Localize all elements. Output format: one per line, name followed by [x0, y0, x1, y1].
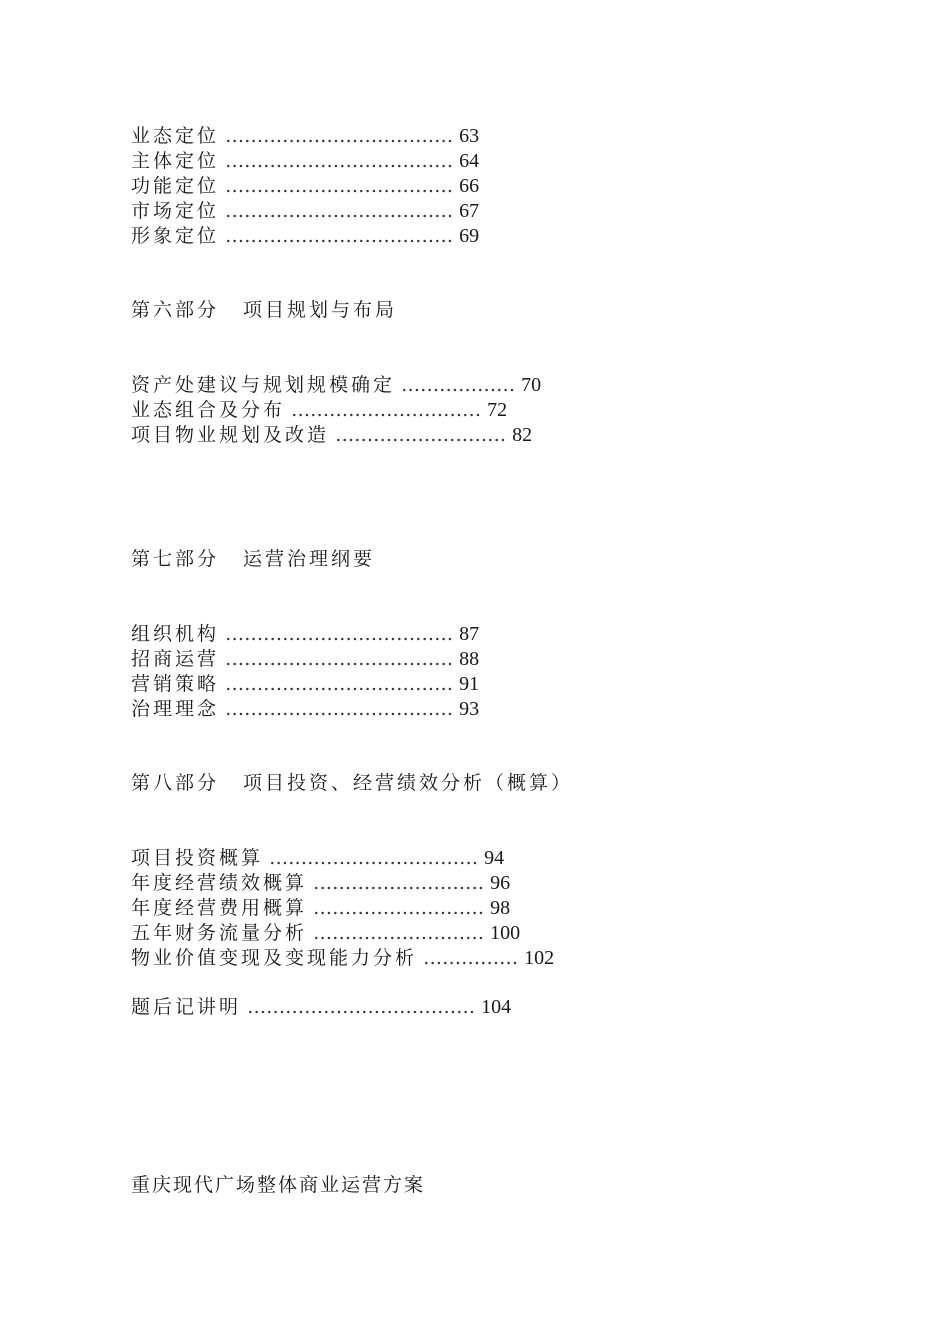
toc-entry[interactable]	[131, 995, 511, 1020]
toc-leader-dots: ………………………	[335, 424, 507, 446]
toc-entry[interactable]	[131, 647, 479, 672]
toc-page-number: 104	[481, 996, 512, 1018]
toc-entry-label: 营销策略	[131, 673, 220, 695]
toc-page-number: 66	[459, 175, 480, 197]
toc-entry[interactable]	[131, 199, 479, 224]
toc-page-number: 70	[521, 374, 542, 396]
toc-page-number: 82	[512, 424, 533, 446]
toc-entry-label: 功能定位	[131, 175, 220, 197]
toc-leader-dots: ………………………………	[225, 698, 454, 720]
toc-page-number: 63	[459, 125, 480, 147]
toc-entry-label: 治理理念	[131, 698, 220, 720]
toc-entry-label: 招商运营	[131, 648, 220, 670]
toc-page-number: 102	[524, 947, 555, 969]
toc-entry-label: 业态定位	[131, 125, 220, 147]
toc-leader-dots: …………………………	[291, 399, 482, 421]
toc-page-number: 96	[490, 872, 511, 894]
toc-entry[interactable]	[131, 846, 504, 871]
toc-page-number: 64	[459, 150, 480, 172]
toc-entry[interactable]	[131, 398, 507, 423]
document-footer-title: 重庆现代广场整体商业运营方案	[131, 1174, 426, 1196]
section-heading[interactable]	[131, 298, 397, 323]
toc-entry-label: 年度经营费用概算	[131, 897, 308, 919]
toc-page-number: 98	[490, 897, 511, 919]
toc-page-number: 93	[459, 698, 480, 720]
section-title: 项目投资、经营绩效分析（概算）	[243, 772, 574, 794]
toc-entry[interactable]	[131, 921, 520, 946]
toc-entry-label: 资产处建议与规划规模确定	[131, 374, 396, 396]
toc-entry-label: 年度经营绩效概算	[131, 872, 308, 894]
toc-page-number: 87	[459, 623, 480, 645]
toc-leader-dots: ………………………………	[225, 175, 454, 197]
section-title: 项目规划与布局	[243, 299, 398, 321]
toc-page-number: 72	[487, 399, 508, 421]
toc-entry[interactable]	[131, 124, 479, 149]
section-part-label: 第七部分	[131, 548, 220, 570]
toc-entry-label: 市场定位	[131, 200, 220, 222]
toc-leader-dots: ………………………………	[225, 200, 454, 222]
toc-entry[interactable]	[131, 697, 479, 722]
toc-page-number: 91	[459, 673, 480, 695]
toc-page-number: 69	[459, 225, 480, 247]
toc-page-number: 67	[459, 200, 480, 222]
toc-entry-label: 业态组合及分布	[131, 399, 286, 421]
toc-entry[interactable]	[131, 373, 541, 398]
toc-leader-dots: ………………………	[313, 897, 485, 919]
section-part-label: 第八部分	[131, 772, 220, 794]
toc-entry-label: 组织机构	[131, 623, 220, 645]
toc-entry[interactable]	[131, 871, 510, 896]
toc-page-number: 100	[490, 922, 521, 944]
toc-leader-dots: ………………………………	[225, 673, 454, 695]
toc-entry[interactable]	[131, 946, 554, 971]
toc-entry-label: 物业价值变现及变现能力分析	[131, 947, 418, 969]
section-heading[interactable]	[131, 547, 375, 572]
toc-entry-label: 题后记讲明	[131, 996, 242, 1018]
toc-leader-dots: ………………………	[313, 922, 485, 944]
toc-entry[interactable]	[131, 174, 479, 199]
toc-entry[interactable]	[131, 896, 510, 921]
toc-leader-dots: ……………………………	[269, 847, 479, 869]
toc-entry[interactable]	[131, 224, 479, 249]
toc-leader-dots: ………………………………	[225, 150, 454, 172]
toc-leader-dots: ………………………………	[225, 125, 454, 147]
toc-page-number: 88	[459, 648, 480, 670]
toc-leader-dots: ……………	[423, 947, 519, 969]
toc-page-number: 94	[484, 847, 505, 869]
toc-leader-dots: ………………………………	[225, 225, 454, 247]
toc-entry-label: 项目投资概算	[131, 847, 264, 869]
toc-entry[interactable]	[131, 672, 479, 697]
toc-entry-label: 五年财务流量分析	[131, 922, 308, 944]
toc-entry-label: 形象定位	[131, 225, 220, 247]
section-title: 运营治理纲要	[243, 548, 376, 570]
toc-entry[interactable]	[131, 423, 532, 448]
toc-entry[interactable]	[131, 622, 479, 647]
toc-leader-dots: ………………………………	[225, 648, 454, 670]
section-heading[interactable]	[131, 771, 573, 796]
toc-leader-dots: ………………………………	[247, 996, 476, 1018]
toc-entry-label: 项目物业规划及改造	[131, 424, 330, 446]
toc-entry[interactable]	[131, 149, 479, 174]
toc-leader-dots: ………………………	[313, 872, 485, 894]
toc-entry-label: 主体定位	[131, 150, 220, 172]
toc-leader-dots: ………………………………	[225, 623, 454, 645]
section-part-label: 第六部分	[131, 299, 220, 321]
toc-leader-dots: ………………	[401, 374, 516, 396]
